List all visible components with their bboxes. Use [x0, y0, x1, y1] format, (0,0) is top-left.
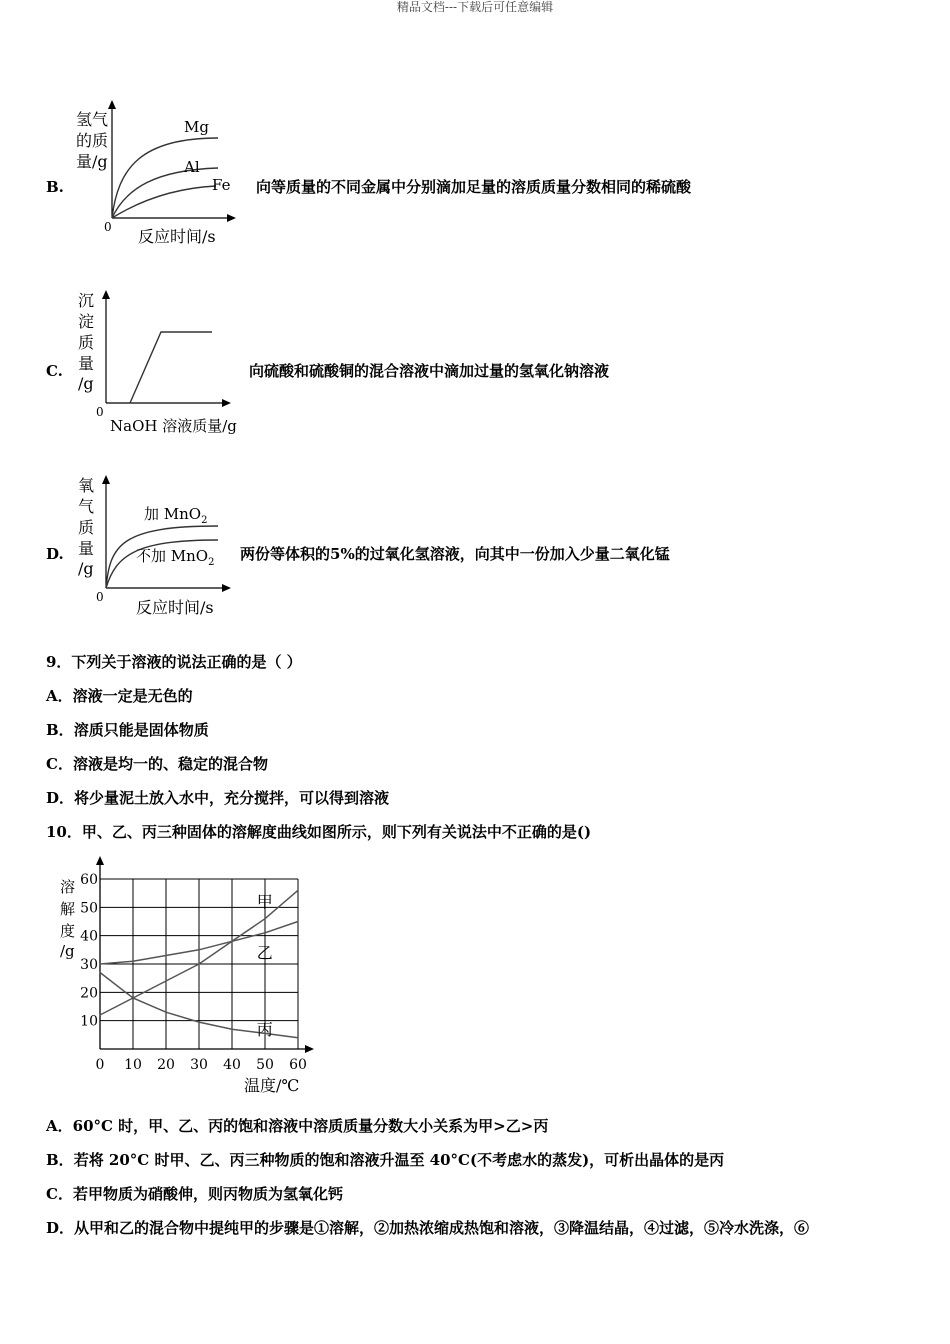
series-2-point-1 — [132, 997, 134, 999]
x-axis-label: 温度/℃ — [244, 1076, 300, 1095]
y-label-3: 质 — [78, 333, 95, 352]
x-axis-label: 反应时间/s — [136, 598, 214, 617]
series-label-0: 甲 — [256, 892, 273, 912]
x-axis-arrow — [305, 1045, 314, 1053]
series-2-point-3 — [198, 1021, 200, 1023]
curve-mg — [112, 138, 218, 218]
series-1-point-1 — [132, 960, 134, 962]
q10-option-a: A．60°C 时，甲、乙、丙的饱和溶液中溶质质量分数大小关系为甲>乙>丙 — [46, 1117, 549, 1135]
series-0-point-5 — [264, 918, 266, 920]
series-2-point-6 — [297, 1037, 299, 1039]
label-al: Al — [184, 158, 200, 176]
y-axis-arrow — [102, 475, 110, 484]
origin-label: 0 — [96, 405, 104, 419]
q10-stem: 10．甲、乙、丙三种固体的溶解度曲线如图所示，则下列有关说法中不正确的是() — [46, 823, 592, 841]
x-tick-30: 30 — [190, 1057, 208, 1073]
y-tick-20: 20 — [80, 985, 98, 1002]
y-label-2: 气 — [78, 497, 95, 516]
tick-labels — [80, 872, 307, 1073]
q8-option-b-letter: B. — [46, 178, 64, 196]
y-label-4: 量 — [78, 539, 95, 558]
x-tick-0: 0 — [95, 1057, 105, 1073]
q10-option-c: C．若甲物质为硝酸伸，则丙物质为氢氧化钙 — [46, 1185, 343, 1203]
y-tick-50: 50 — [80, 900, 98, 917]
y-tick-40: 40 — [80, 928, 98, 945]
series-0-point-2 — [165, 980, 167, 982]
graph-precipitate-mass — [66, 285, 246, 437]
y-axis-arrow — [108, 100, 116, 109]
y-tick-60: 60 — [80, 872, 98, 888]
series-2-point-4 — [231, 1028, 233, 1030]
q8-option-d-text: 两份等体积的5%的过氧化氢溶液，向其中一份加入少量二氧化锰 — [240, 545, 670, 563]
precipitate-line — [130, 332, 212, 403]
x-tick-50: 50 — [256, 1057, 274, 1073]
y-label-3: 质 — [78, 518, 95, 537]
label-fe: Fe — [212, 176, 231, 194]
x-axis-label: 反应时间/s — [138, 227, 216, 246]
series-1-point-2 — [165, 955, 167, 957]
y-label-5: /g — [78, 559, 94, 578]
x-tick-60: 60 — [289, 1057, 307, 1073]
series-2-point-0 — [99, 972, 101, 974]
q9-option-c: C．溶液是均一的、稳定的混合物 — [46, 755, 268, 773]
origin-label: 0 — [104, 220, 112, 234]
series-0-point-3 — [198, 963, 200, 965]
y-axis-arrow — [102, 290, 110, 299]
curve-al — [112, 168, 218, 218]
series-1-point-6 — [297, 921, 299, 923]
y-label-1: 沉 — [78, 291, 95, 310]
y-label-1: 氢气 — [76, 110, 109, 129]
x-axis-arrow — [222, 584, 231, 592]
q8-option-b-text: 向等质量的不同金属中分别滴加足量的溶质质量分数相同的稀硫酸 — [256, 178, 692, 196]
y-label-2: 解 — [60, 900, 76, 918]
y-axis-arrow — [96, 856, 104, 865]
series-label-1: 乙 — [256, 943, 273, 963]
graph-oxygen-mass — [66, 470, 246, 622]
page-header: 精品文档---下载后可任意编辑 — [396, 0, 554, 14]
y-tick-30: 30 — [80, 957, 98, 973]
series-2-point-2 — [165, 1011, 167, 1013]
y-label-3: 度 — [60, 922, 76, 940]
y-label-1: 氧 — [78, 476, 95, 495]
y-label-4: /g — [60, 942, 75, 960]
graph-hydrogen-mass — [66, 98, 246, 248]
series-0-point-6 — [297, 890, 299, 892]
x-axis-arrow — [227, 214, 236, 222]
y-label-4: 量 — [78, 354, 95, 373]
series-1-point-5 — [264, 932, 266, 934]
y-label-3: 量/g — [76, 152, 108, 171]
q9-stem: 9．下列关于溶液的说法正确的是（ ） — [46, 653, 302, 671]
origin-label: 0 — [96, 590, 104, 604]
series-0-point-0 — [99, 1014, 101, 1016]
y-label-2: 淀 — [78, 312, 95, 331]
x-tick-10: 10 — [124, 1057, 142, 1073]
q8-option-c-text: 向硫酸和硫酸铜的混合溶液中滴加过量的氢氧化钠溶液 — [249, 362, 610, 380]
x-axis-label: NaOH 溶液质量/g — [110, 417, 237, 435]
y-label-1: 溶 — [60, 878, 76, 896]
series-1-point-3 — [198, 949, 200, 951]
q9-option-a: A．溶液一定是无色的 — [46, 687, 193, 705]
label-mg: Mg — [184, 118, 209, 136]
x-tick-20: 20 — [157, 1057, 175, 1073]
q9-option-d: D．将少量泥土放入水中，充分搅拌，可以得到溶液 — [46, 789, 390, 807]
label-with-mno2: 加 MnO$_2$ — [144, 505, 208, 526]
y-label-2: 的质 — [76, 131, 109, 150]
solubility-chart — [50, 852, 330, 1102]
x-tick-40: 40 — [223, 1057, 241, 1073]
y-label-5: /g — [78, 374, 94, 393]
q8-option-d-letter: D. — [46, 545, 64, 563]
q10-option-d: D．从甲和乙的混合物中提纯甲的步骤是①溶解，②加热浓缩成热饱和溶液，③降温结晶，④过滤，⑤冷水洗涤，⑥ — [46, 1219, 810, 1237]
y-tick-10: 10 — [80, 1013, 98, 1030]
x-axis-arrow — [222, 399, 231, 407]
curve-fe — [112, 186, 216, 218]
q8-option-c-letter: C. — [46, 362, 63, 380]
label-without-mno2: 不加 MnO$_2$ — [136, 547, 215, 568]
q10-option-b: B．若将 20°C 时甲、乙、丙三种物质的饱和溶液升温至 40°C(不考虑水的蒸发)，可析出晶体的是丙 — [46, 1151, 725, 1169]
series-1-point-0 — [99, 963, 101, 965]
series-label-2: 丙 — [256, 1020, 273, 1040]
q9-option-b: B．溶质只能是固体物质 — [46, 721, 209, 739]
series-1-point-4 — [231, 941, 233, 943]
